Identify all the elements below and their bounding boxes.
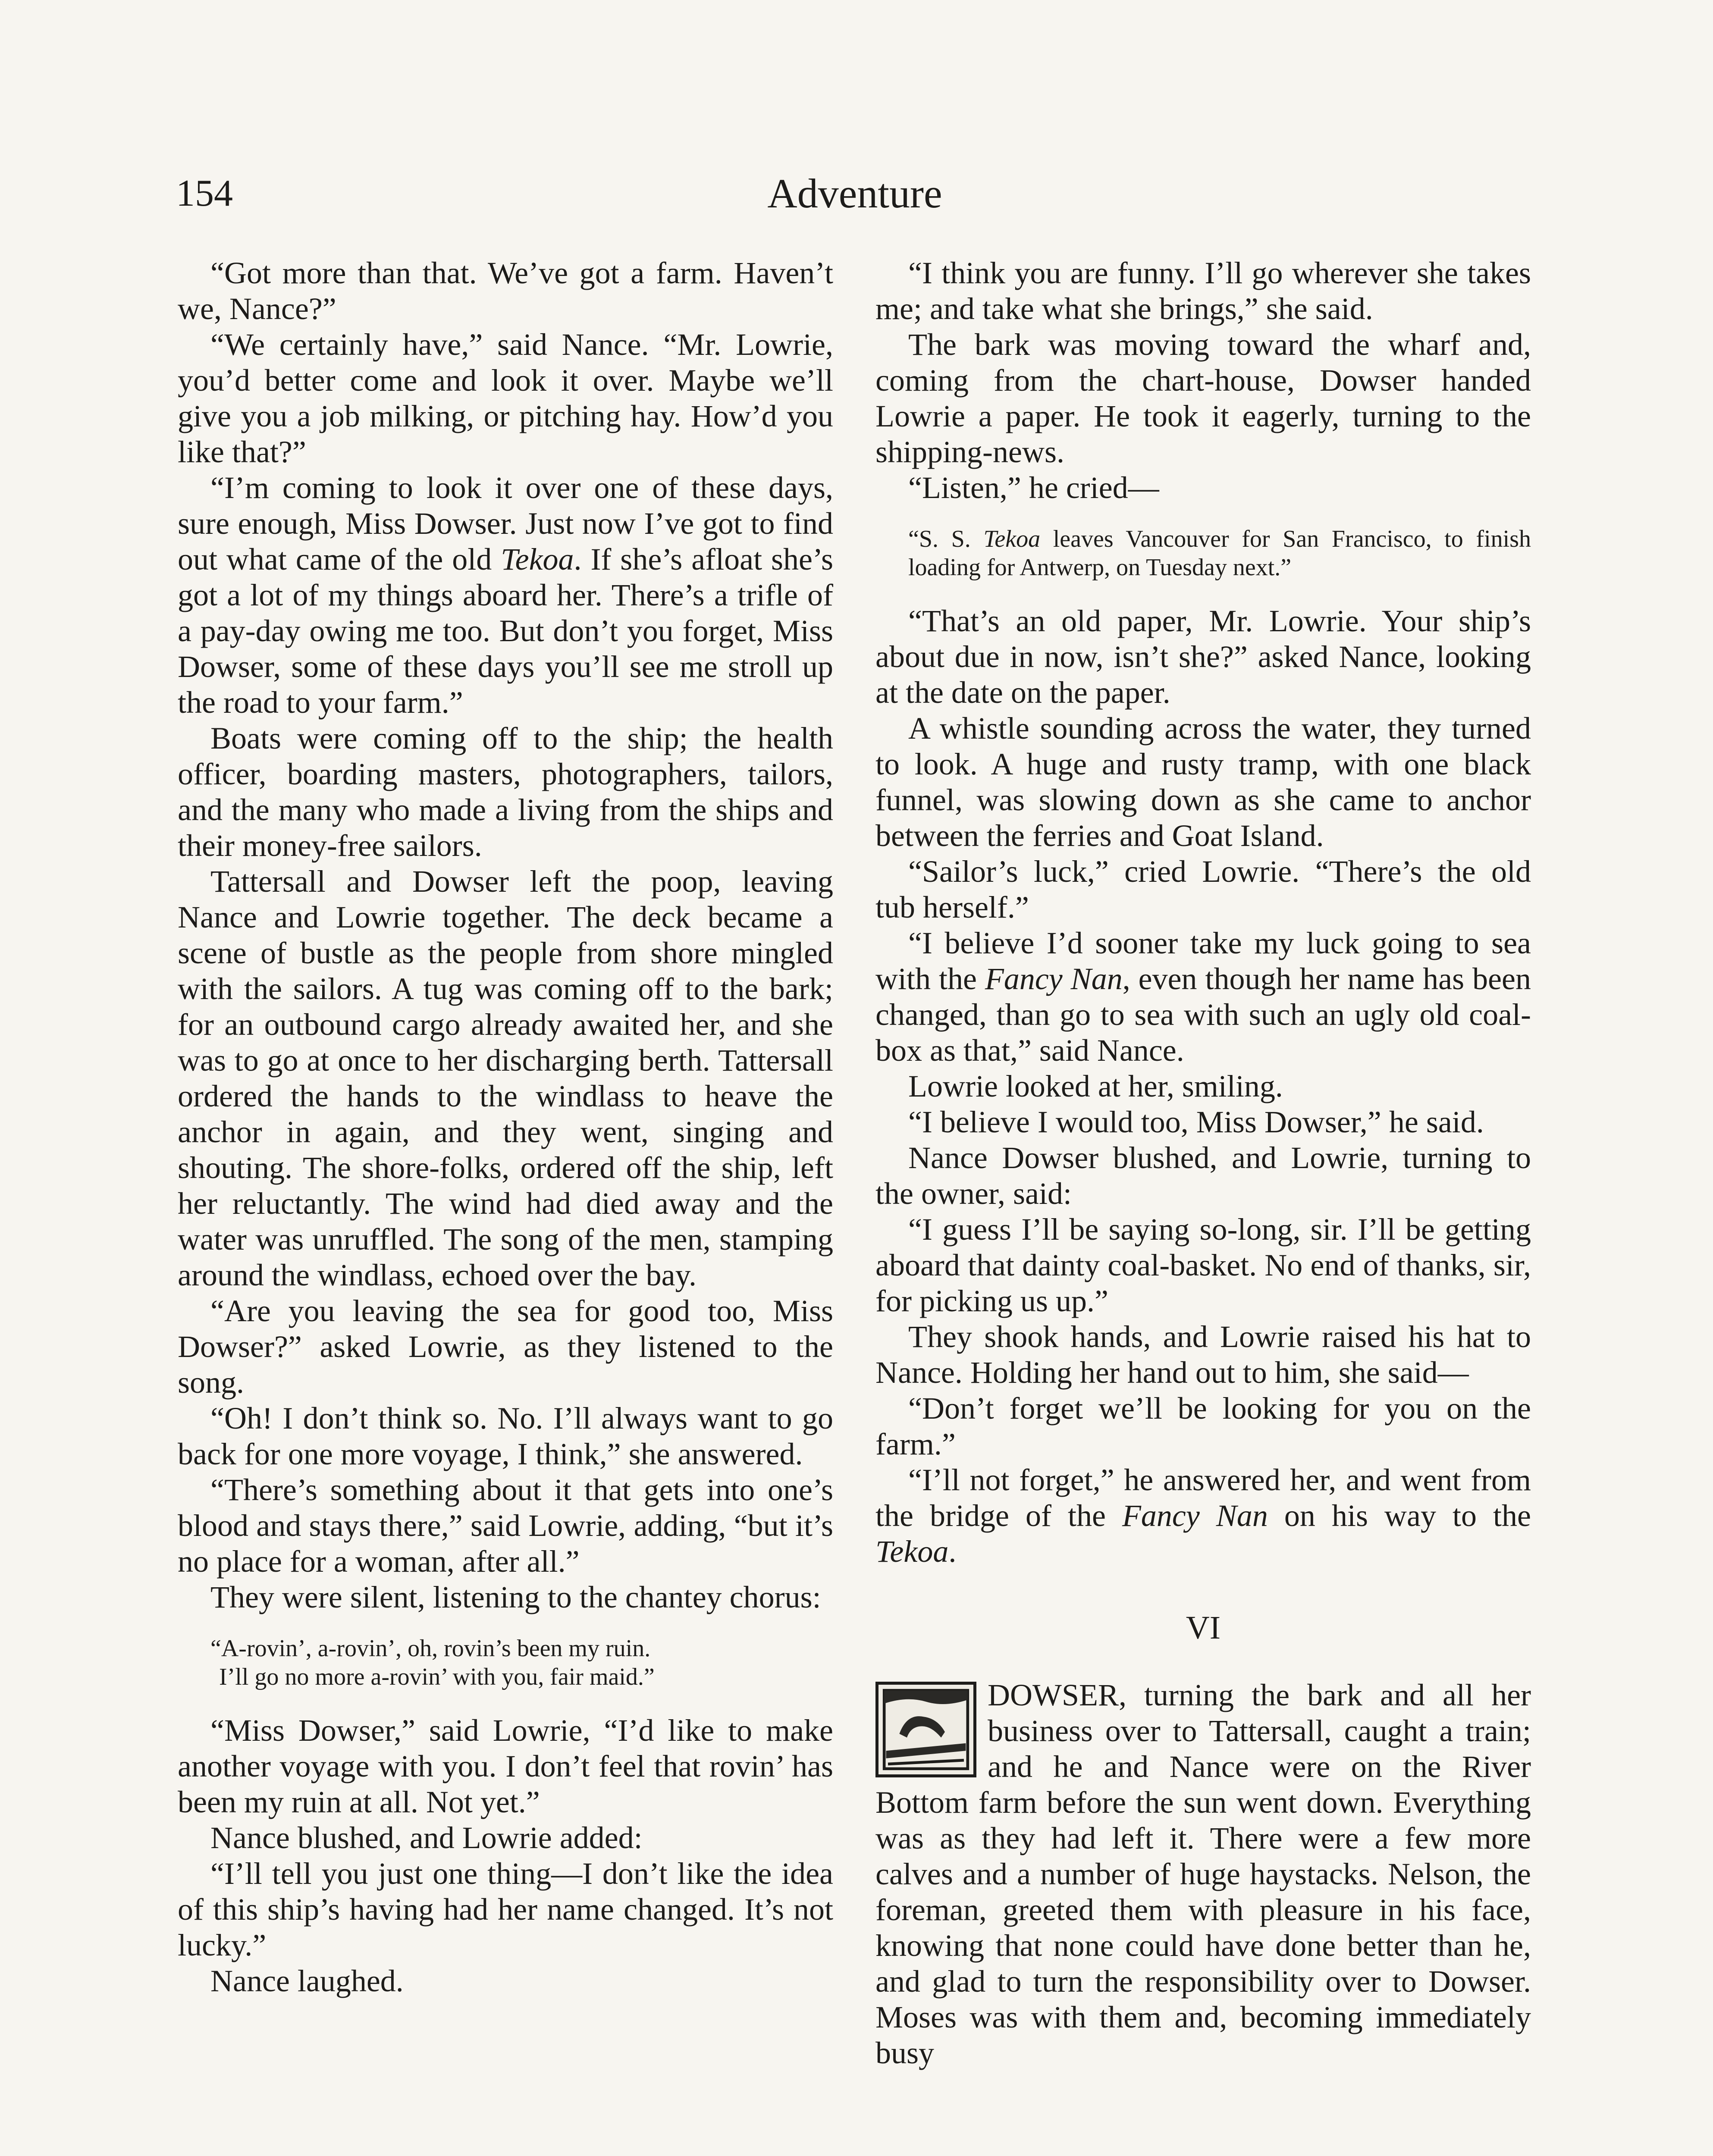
paragraph: “We certainly have,” said Nance. “Mr. Lowrie, you’d better come and look it over. Maybe we’ll give you a job milking, or pitching hay. How’d you like that?” — [178, 327, 833, 469]
paragraph: “Are you leaving the sea for good too, Miss Dowser?” asked Lowrie, as they listened to the song. — [178, 1294, 833, 1400]
paragraph: Nance blushed, and Lowrie added: — [210, 1821, 643, 1855]
shipping-news-quote — [875, 525, 1531, 582]
paragraph: Boats were coming off to the ship; the health officer, boarding masters, photographers, tailors, and the many who made a living from the ships and their money-free sailors. — [178, 721, 833, 863]
paragraph — [875, 1462, 1531, 1570]
paragraph-text: . If she’s afloat she’s got a lot of my things aboard her. There’s a trifle of a pay-day owing me too. But don’t you forget, Miss Dowser, some of these days you’ll see me stroll up the road to your farm.” — [178, 542, 833, 720]
paragraph-text: “I’ll not forget,” he answered her, and went from the bridge of the — [875, 1463, 1531, 1533]
paragraph: “I guess I’ll be saying so-long, sir. I’ll be getting aboard that dainty coal-basket. No end of thanks, sir, for picking us up.” — [875, 1212, 1531, 1318]
ship-name: Tekoa — [983, 526, 1041, 552]
paragraph-text: . — [948, 1534, 957, 1569]
paragraph: “Sailor’s luck,” cried Lowrie. “There’s the old tub herself.” — [875, 854, 1531, 924]
paragraph — [875, 925, 1531, 1069]
ship-name: Fancy Nan — [1122, 1498, 1268, 1533]
paragraph: “That’s an old paper, Mr. Lowrie. Your ship’s about due in now, isn’t she?” asked Nance, looking at the date on the paper. — [875, 604, 1531, 710]
left-column — [178, 255, 833, 2156]
ship-name: Fancy Nan — [985, 962, 1123, 996]
paragraph-text: on his way to the — [1267, 1498, 1531, 1533]
paragraph-text: “I believe I’d sooner take my luck going to sea with the — [875, 926, 1531, 996]
chantey-line: “A-rovin’, a-rovin’, oh, rovin’s been my ruin. — [210, 1635, 651, 1662]
chantey-quote — [178, 1634, 833, 1691]
paragraph: Lowrie looked at her, smiling. — [908, 1069, 1283, 1103]
paragraph: “Listen,” he cried— — [908, 470, 1159, 505]
page-number: 154 — [176, 172, 233, 214]
paragraph: Nance Dowser blushed, and Lowrie, turning to the owner, said: — [875, 1141, 1531, 1211]
paragraph: The bark was moving toward the wharf and, coming from the chart-house, Dowser handed Lowrie a paper. He took it eagerly, turning to the shipping-news. — [875, 327, 1531, 469]
right-column — [875, 255, 1531, 2156]
paragraph: “Got more than that. We’ve got a farm. Haven’t we, Nance?” — [178, 256, 833, 326]
paragraph: “Don’t forget we’ll be looking for you on the farm.” — [875, 1391, 1531, 1461]
section-heading: VI — [1186, 1610, 1221, 1646]
paragraph: “Miss Dowser,” said Lowrie, “I’d like to make another voyage with you. I don’t feel that rovin’ has been my ruin at all. Not yet.” — [178, 1713, 833, 1819]
paragraph-text: DOWSER, turning the bark and all her business over to Tattersall, caught a train; and he and Nance were on the River Bottom farm before the sun went down. Everything was as they had left it. There were a few more calves and a number of huge haystacks. Nelson, the foreman, greeted them with pleasure in his face, knowing that none could have done better than he, and glad to turn the responsibility over to Dowser. Moses was with them and, becoming immediately busy — [875, 1678, 1531, 2070]
news-text: “S. S. — [908, 526, 984, 552]
ship-name: Tekoa — [875, 1534, 949, 1569]
paragraph: “Oh! I don’t think so. No. I’ll always want to go back for one more voyage, I think,” she answered. — [178, 1401, 833, 1471]
paragraph — [178, 470, 833, 721]
chantey-line: I’ll go no more a-rovin’ with you, fair maid.” — [219, 1664, 655, 1690]
paragraph: “There’s something about it that gets into one’s blood and stays there,” said Lowrie, adding, “but it’s no place for a woman, after all.” — [178, 1473, 833, 1579]
decorative-initial-icon — [875, 1682, 976, 1777]
paragraph: A whistle sounding across the water, they turned to look. A huge and rusty tramp, with one black funnel, was slowing down as she came to anchor between the ferries and Goat Island. — [875, 711, 1531, 853]
news-text: leaves Vancouver for San Francisco, to finish loading for Antwerp, on Tuesday next.” — [908, 526, 1531, 581]
paragraph: They shook hands, and Lowrie raised his hat to Nance. Holding her hand out to him, she said— — [875, 1319, 1531, 1390]
paragraph: “I’ll tell you just one thing—I don’t like the idea of this ship’s having had her name changed. It’s not lucky.” — [178, 1856, 833, 1962]
paragraph-text: “I’m coming to look it over one of these days, sure enough, Miss Dowser. Just now I’ve got to find out what came of the old — [178, 470, 833, 577]
paragraph: Tattersall and Dowser left the poop, leaving Nance and Lowrie together. The deck became a scene of bustle as the people from shore mingled with the sailors. A tug was coming off to the bark; for an outbound cargo already awaited her, and she was to go at once to her discharging berth. Tattersall ordered the hands to the windlass to heave the anchor in again, and they went, singing and shouting. The shore-folks, ordered off the ship, left her reluctantly. The wind had died away and the water was unruffled. The song of the men, stamping around the windlass, echoed over the bay. — [178, 864, 833, 1292]
running-title: Adventure — [767, 170, 942, 216]
paragraph: “I believe I would too, Miss Dowser,” he said. — [908, 1105, 1484, 1139]
page-header — [176, 166, 1534, 222]
paragraph — [875, 1677, 1531, 2071]
paragraph-text: , even though her name has been changed, than go to sea with such an ugly old coal-box as that,” said Nance. — [875, 962, 1531, 1068]
ship-name: Tekoa — [501, 542, 574, 577]
paragraph: “I think you are funny. I’ll go wherever she takes me; and take what she brings,” she said. — [875, 256, 1531, 326]
paragraph: Nance laughed. — [210, 1964, 404, 1998]
paragraph: They were silent, listening to the chantey chorus: — [210, 1580, 821, 1614]
